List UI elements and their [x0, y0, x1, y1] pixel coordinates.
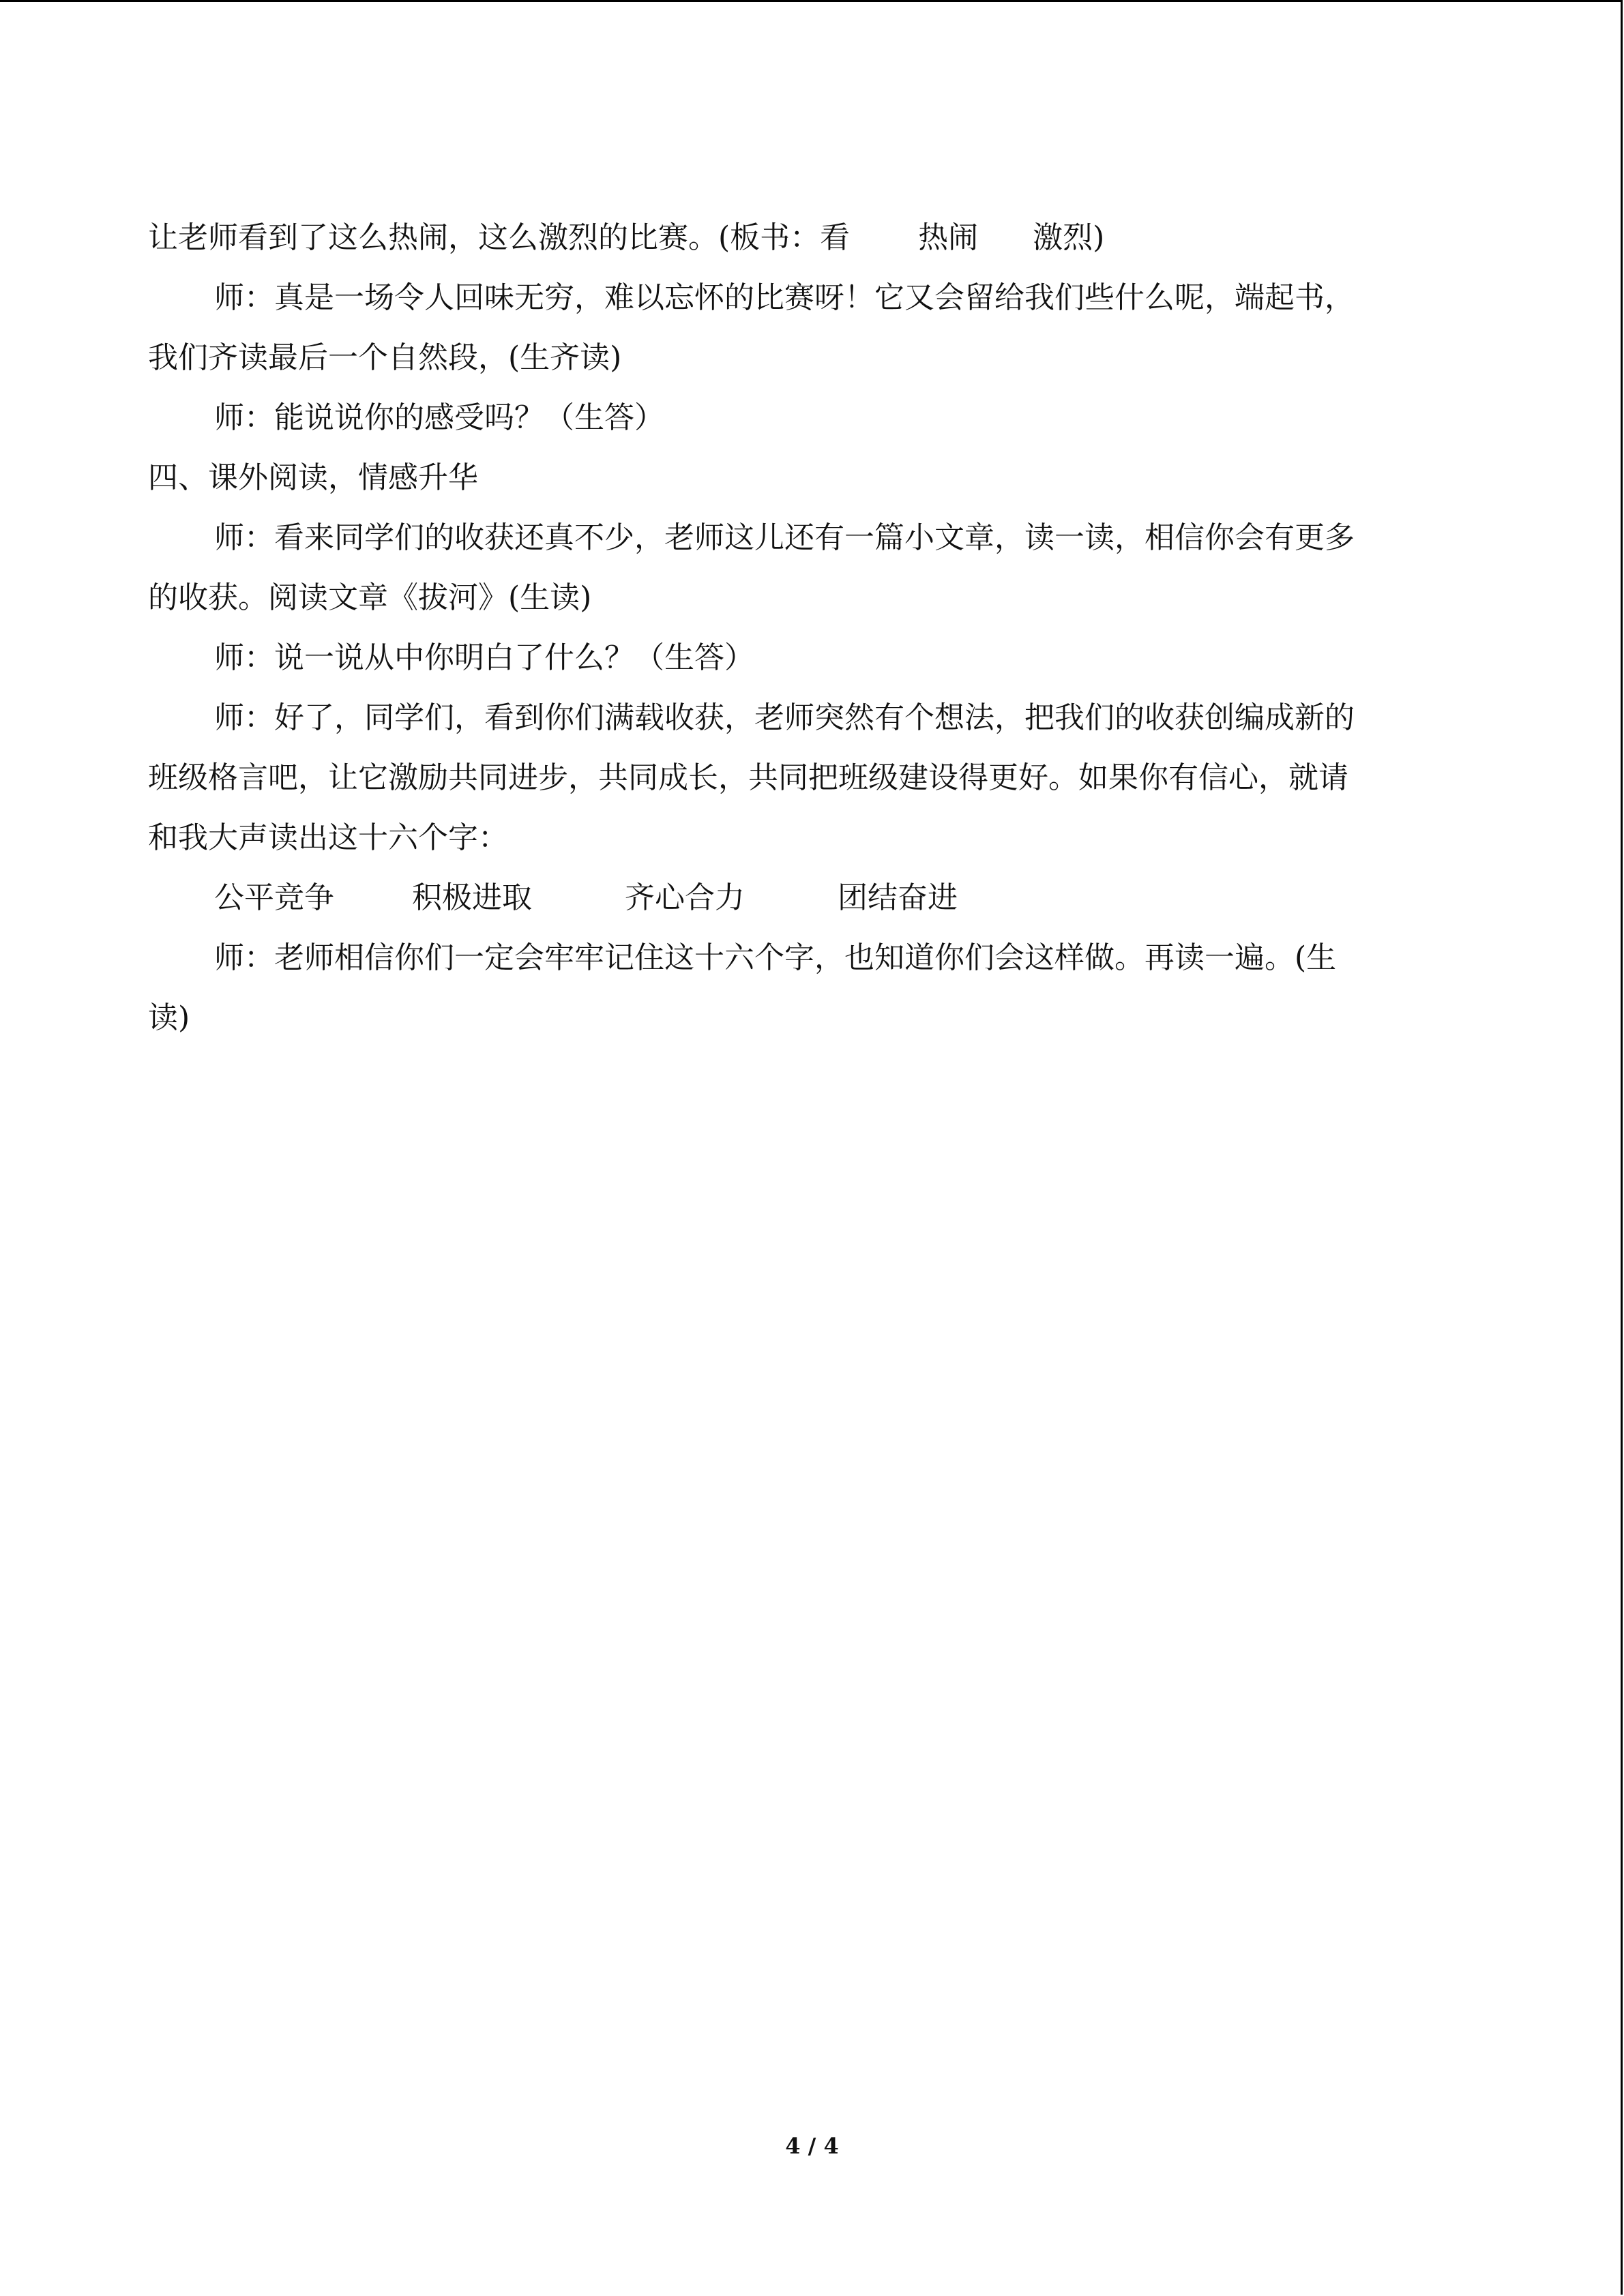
paragraph-line: 师：看来同学们的收获还真不少，老师这儿还有一篇小文章，读一读，相信你会有更多: [214, 520, 1355, 555]
paragraph-line: 和我大声读出这十六个字：: [148, 820, 508, 855]
board-word: 热闹: [918, 220, 979, 255]
paragraph-line: 班级格言吧，让它激励共同进步，共同成长，共同把班级建设得更好。如果你有信心，就请: [148, 760, 1348, 795]
motto: 积极进取: [412, 880, 532, 915]
paragraph-line: 师：老师相信你们一定会牢牢记住这十六个字，也知道你们会这样做。再读一遍。(生: [214, 940, 1337, 975]
class-mottos: [148, 868, 1461, 928]
paragraph-line: 师：好了，同学们，看到你们满载收获，老师突然有个想法，把我们的收获创编成新的: [214, 700, 1355, 735]
motto: 团结奋进: [838, 880, 958, 915]
page-number: 4 / 4: [785, 2133, 839, 2159]
paragraph-line: 让老师看到了这么热闹，这么激烈的比赛。(板书：看 热闹 激烈): [148, 220, 1105, 255]
motto: 公平竞争: [214, 880, 334, 915]
paragraph-line: 我们齐读最后一个自然段，(生齐读): [148, 340, 622, 375]
section-heading: 四、课外阅读，情感升华: [148, 460, 478, 495]
document-body: [148, 208, 1461, 1048]
paragraph-line: 师：说一说从中你明白了什么？（生答）: [214, 640, 754, 675]
paragraph-line: 师：真是一场令人回味无穷，难以忘怀的比赛呀！它又会留给我们些什么呢，端起书，: [214, 280, 1355, 315]
paragraph-line: 读): [148, 1000, 190, 1035]
paragraph-line: 师：能说说你的感受吗？（生答）: [214, 400, 664, 435]
motto: 齐心合力: [625, 880, 745, 915]
board-word: 激烈): [1033, 220, 1105, 255]
paragraph-line: 的收获。阅读文章《拔河》(生读): [148, 580, 592, 615]
